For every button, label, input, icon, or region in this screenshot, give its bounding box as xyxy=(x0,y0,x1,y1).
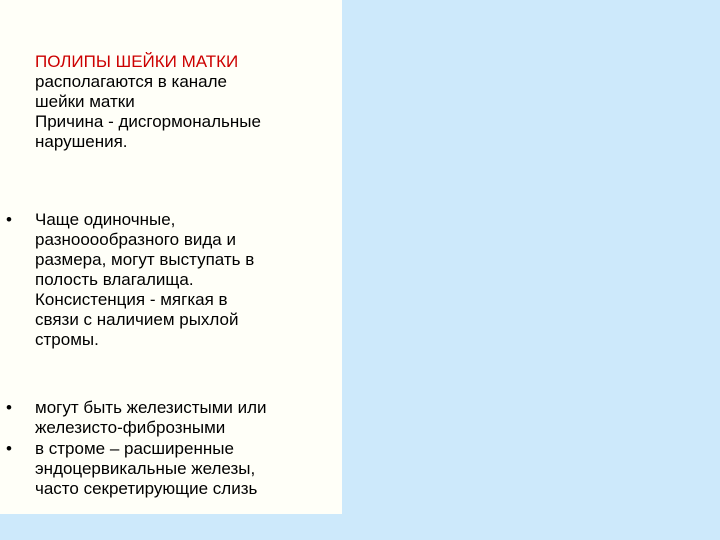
bullet-line: размера, могут выступать в xyxy=(35,250,255,269)
intro-line: Причина - дисгормональные xyxy=(35,112,261,131)
bullet-line: могут быть железистыми или xyxy=(35,398,267,417)
bullet-line: Консистенция - мягкая в xyxy=(35,290,228,309)
slide-content-panel xyxy=(0,0,342,514)
bullet-line: эндоцервикальные железы, xyxy=(35,459,256,478)
intro-line: располагаются в канале xyxy=(35,72,227,91)
bullet-text-2 xyxy=(35,398,267,438)
bullet-marker-3: • xyxy=(6,439,12,458)
bullet-text-3 xyxy=(35,439,257,499)
bullet-line: железисто-фиброзными xyxy=(35,418,226,437)
intro-block xyxy=(35,52,261,152)
bullet-marker-1: • xyxy=(6,210,12,229)
bullet-text-1 xyxy=(35,210,254,350)
intro-line: нарушения. xyxy=(35,132,128,151)
bullet-line: Чаще одиночные, xyxy=(35,210,176,229)
bullet-line: стромы. xyxy=(35,330,99,349)
bullet-line: связи с наличием рыхлой xyxy=(35,310,239,329)
intro-line: шейки матки xyxy=(35,92,135,111)
slide-title: ПОЛИПЫ ШЕЙКИ МАТКИ xyxy=(35,52,239,71)
bullet-line: разнооообразного вида и xyxy=(35,230,236,249)
bullet-line: полость влагалища. xyxy=(35,270,194,289)
bullet-line: в строме – расширенные xyxy=(35,439,234,458)
bullet-marker-2: • xyxy=(6,398,12,417)
bullet-line: часто секретирующие слизь xyxy=(35,479,258,498)
